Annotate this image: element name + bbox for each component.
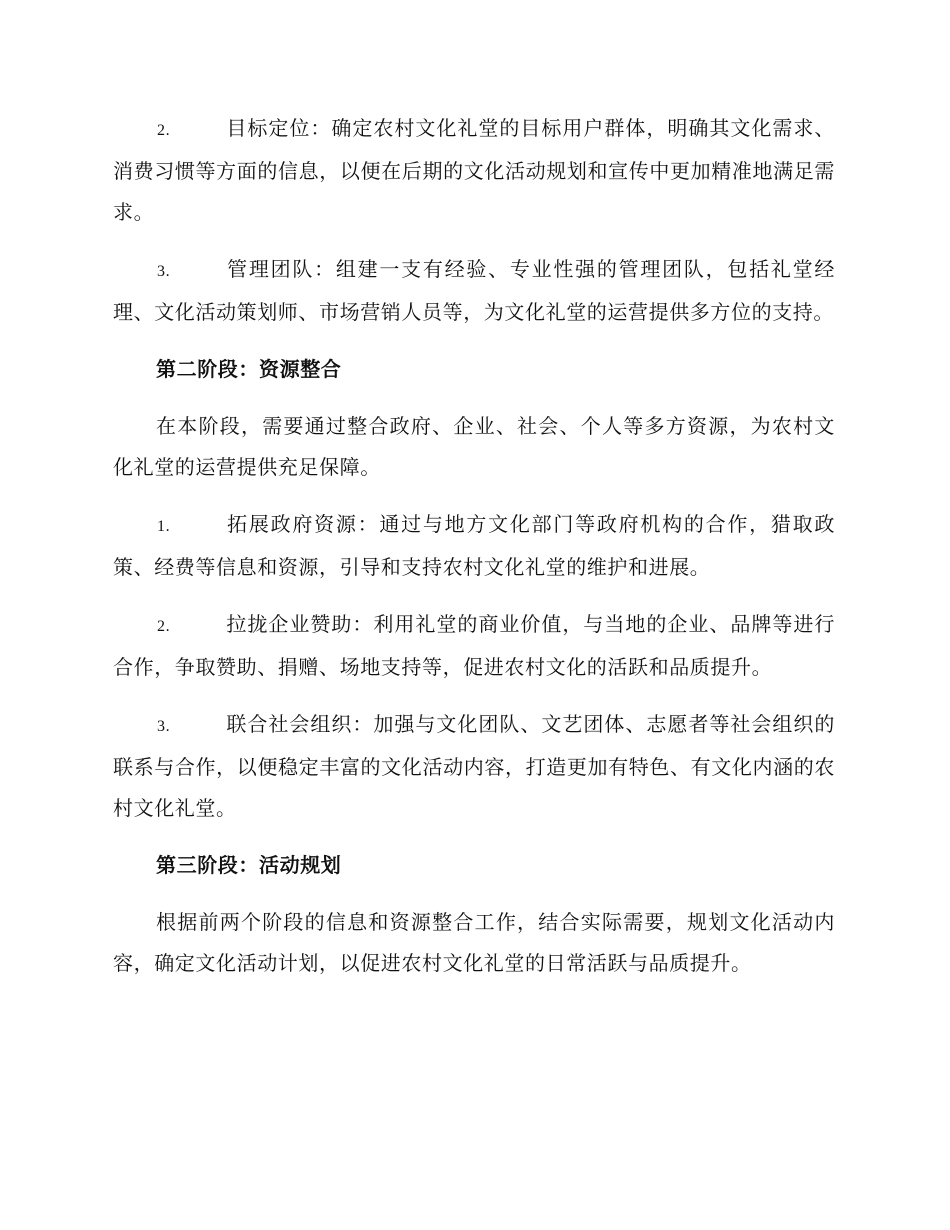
list-item-text: 联合社会组织：加强与文化团队、文艺团体、志愿者等社会组织的联系与合作，以便稳定丰富的文化活动内容，打造更加有特色、有文化内涵的农村文化礼堂。 — [113, 712, 835, 820]
list-item-text: 拓展政府资源：通过与地方文化部门等政府机构的合作，猎取政策、经费等信息和资源，引导和支持农村文化礼堂的维护和进展。 — [113, 512, 835, 579]
list-item-number: 3. — [157, 263, 171, 280]
section-heading-stage2: 第二阶段：资源整合 — [156, 357, 342, 381]
section-heading-stage3: 第三阶段：活动规划 — [156, 853, 342, 877]
list-item — [113, 249, 835, 333]
list-item — [113, 704, 835, 829]
list-item-number: 2. — [157, 122, 171, 139]
list-item-number: 3. — [157, 718, 171, 735]
list-item-text: 管理团队：组建一支有经验、专业性强的管理团队，包括礼堂经理、文化活动策划师、市场营销人员等，为文化礼堂的运营提供多方位的支持。 — [113, 257, 835, 324]
list-item-number: 2. — [157, 618, 171, 635]
list-item-number: 1. — [157, 518, 171, 535]
list-item-text: 拉拢企业赞助：利用礼堂的商业价值，与当地的企业、品牌等进行合作，争取赞助、捐赠、场地支持等，促进农村文化的活跃和品质提升。 — [113, 612, 835, 679]
list-item — [113, 108, 835, 233]
list-item-text: 目标定位：确定农村文化礼堂的目标用户群体，明确其文化需求、消费习惯等方面的信息，以便在后期的文化活动规划和宣传中更加精准地满足需求。 — [113, 116, 835, 224]
list-item — [113, 604, 835, 688]
section-intro-stage3: 根据前两个阶段的信息和资源整合工作，结合实际需要，规划文化活动内容，确定文化活动计划，以促进农村文化礼堂的日常活跃与品质提升。 — [113, 910, 835, 975]
section-intro-stage2: 在本阶段，需要通过整合政府、企业、社会、个人等多方资源，为农村文化礼堂的运营提供充足保障。 — [113, 414, 835, 479]
list-item — [113, 504, 835, 588]
